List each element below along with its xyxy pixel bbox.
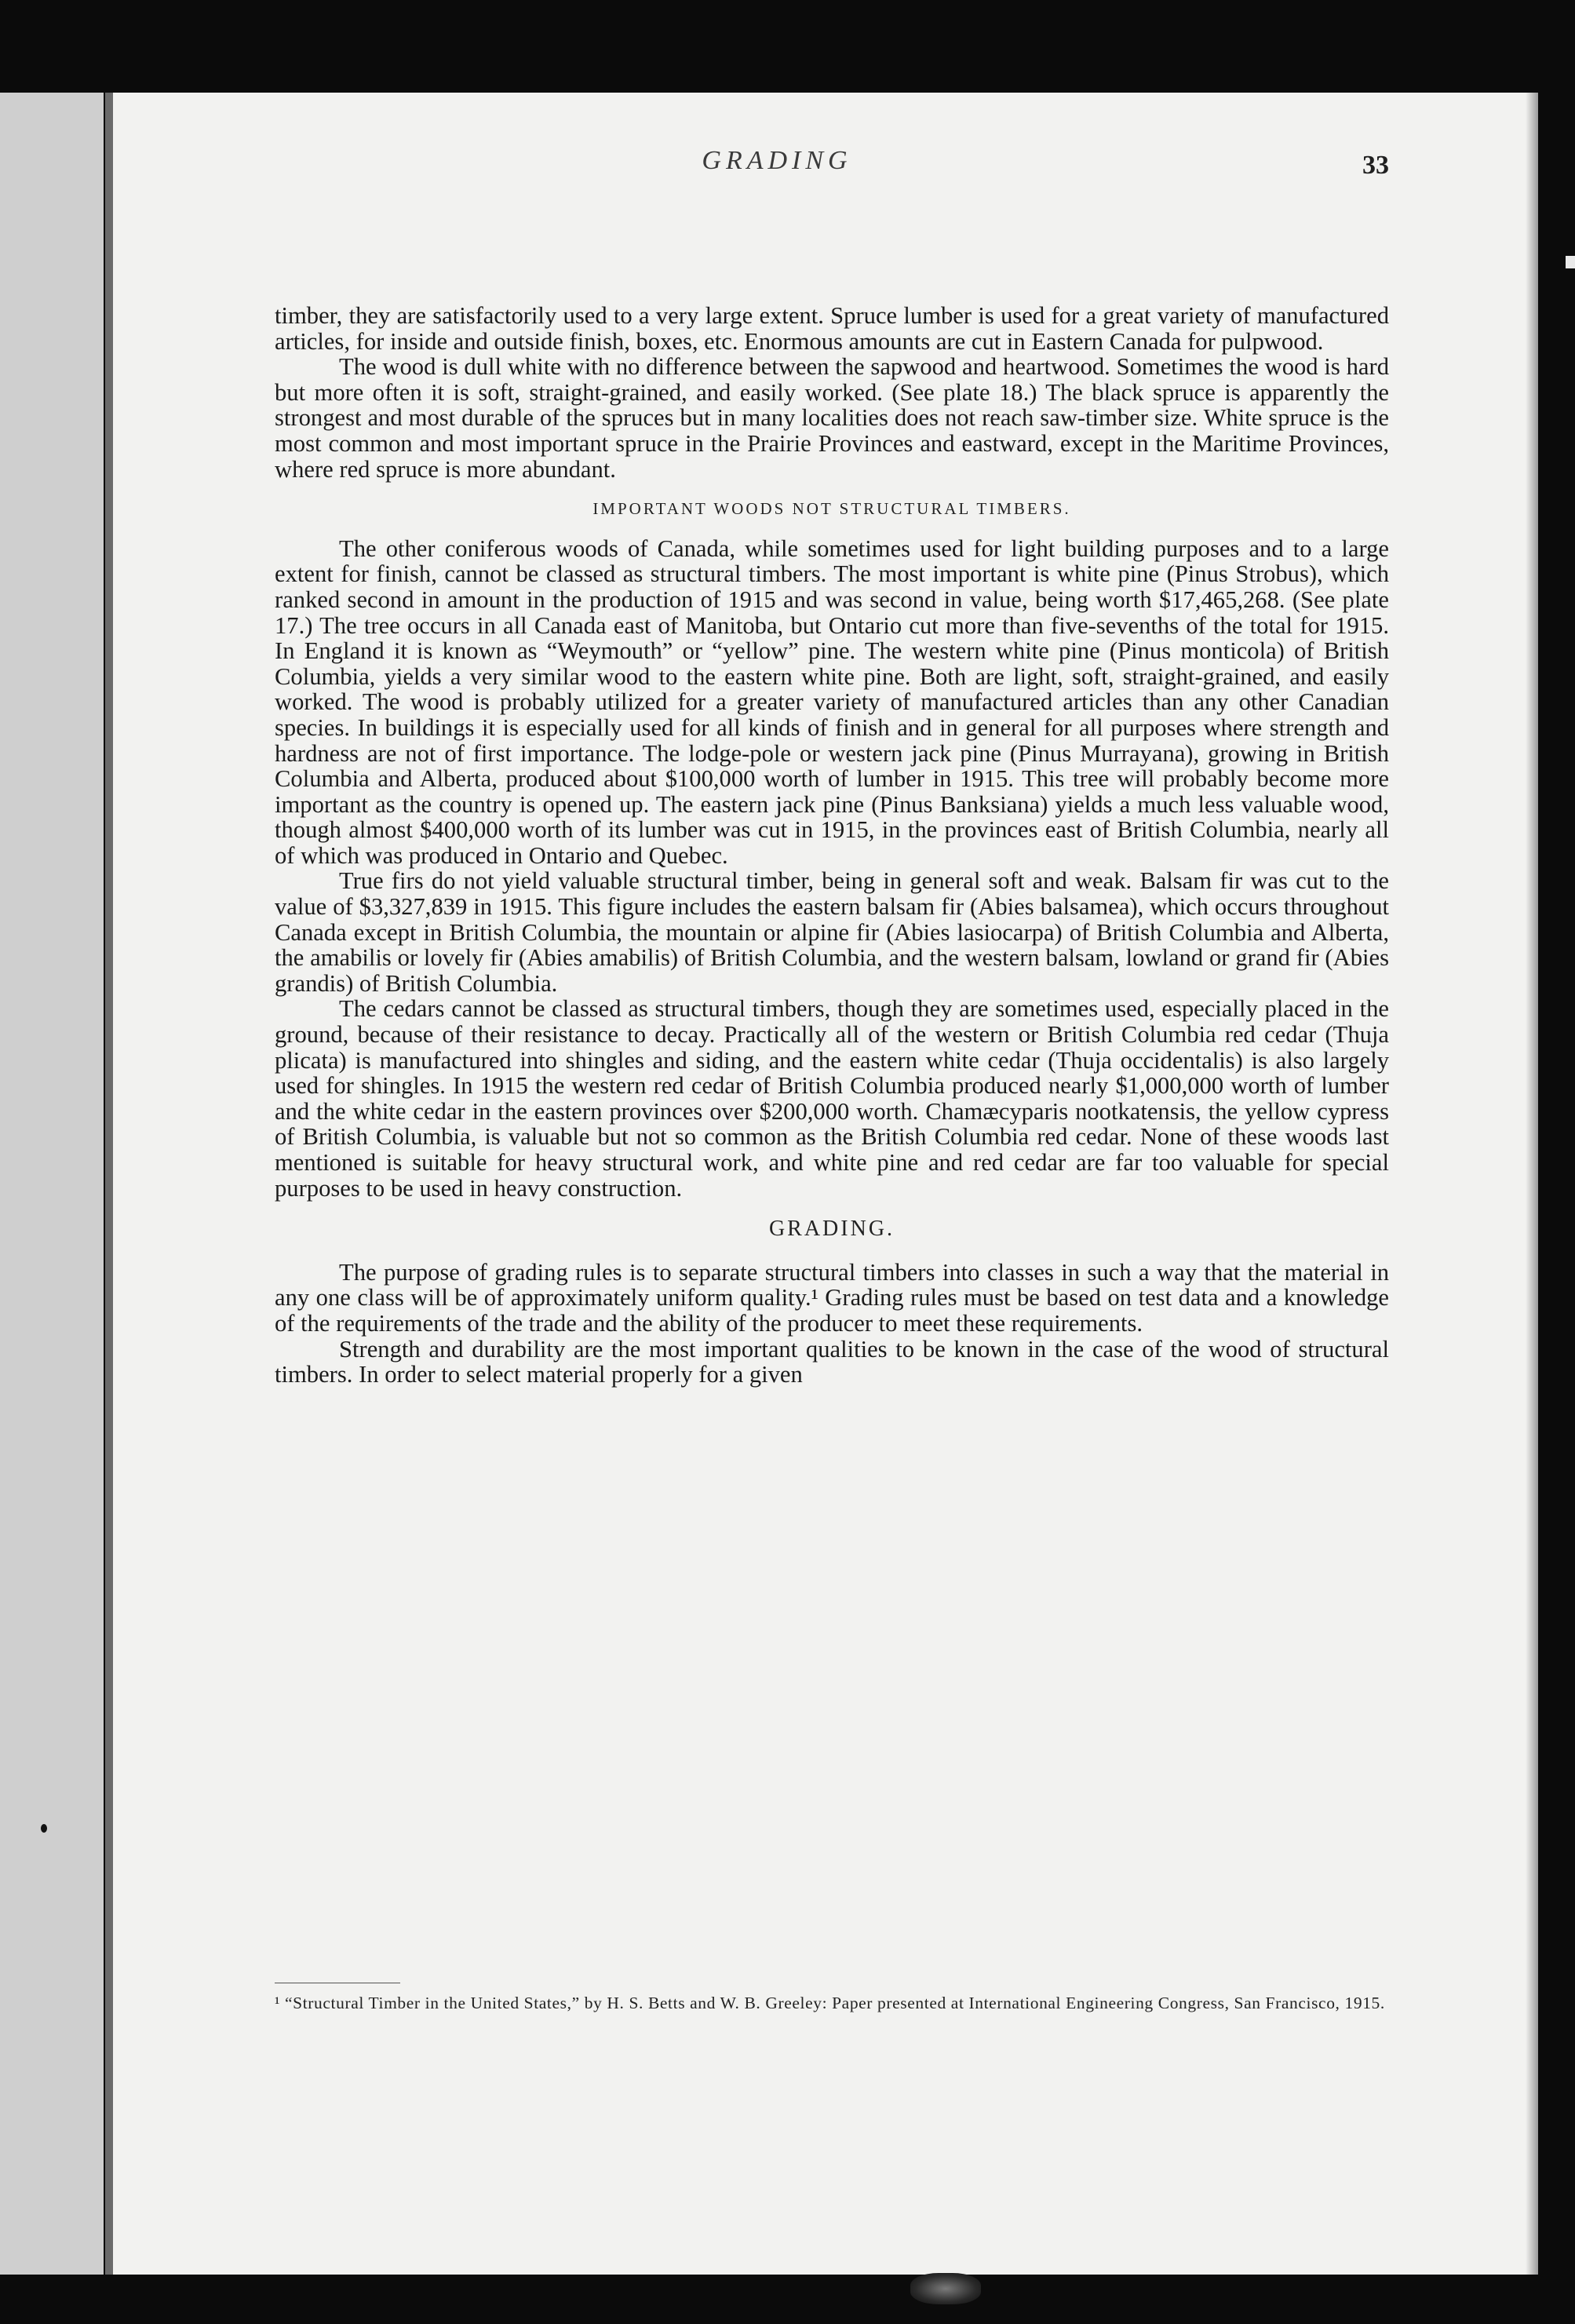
body-text: [275, 303, 1389, 1388]
paragraph-2: The wood is dull white with no difference between the sapwood and heartwood. Sometimes the wood is hard but more often it is soft, straight-grained, and easily worked. (See plate 18.) The black spruce is apparently the strongest and most durable of the spruces but in many localities does not reach saw-timber size. White spruce is the most common and most important spruce in the Prairie Provinces and eastward, except in the Maritime Provinces, where red spruce is more abundant.: [275, 353, 1389, 483]
section-heading-important-woods: IMPORTANT WOODS NOT STRUCTURAL TIMBERS.: [592, 499, 1071, 519]
left-page-edge: [0, 93, 104, 2275]
paragraph-1: timber, they are satisfactorily used to a very large extent. Spruce lumber is used for a great variety of manufactured articles, for inside and outside finish, boxes, etc. Enormous amounts are cut in Eastern Canada for pulpwood.: [275, 302, 1389, 355]
paragraph-7: Strength and durability are the most important qualities to be known in the case of the wood of structural timbers. In order to select material properly for a given: [275, 1335, 1389, 1388]
footnote: ¹ “Structural Timber in the United States,” by H. S. Betts and W. B. Greeley: Paper presented at International Engineering Congress, San Francisco, 1915.: [275, 1994, 1385, 2012]
page-number: 33: [1362, 151, 1389, 180]
edge-notch: [1566, 256, 1575, 268]
binding-gutter: [105, 93, 113, 2275]
paragraph-4: True firs do not yield valuable structural timber, being in general soft and weak. Balsam fir was cut to the value of $3,327,839 in 1915. This figure includes the eastern balsam fir (Abies balsamea), which occurs throughout Canada except in British Columbia, the mountain or alpine fir (Abies lasiocarpa) of British Columbia and Alberta, the amabilis or lovely fir (Abies amabilis) of British Columbia, and the western balsam, lowland or grand fir (Abies grandis) of British Columbia.: [275, 867, 1389, 997]
paragraph-5: The cedars cannot be classed as structural timbers, though they are sometimes used, especially placed in the ground, because of their resistance to decay. Practically all of the western or British Columbia red cedar (Thuja plicata) is manufactured into shingles and siding, and the eastern white cedar (Thuja occidentalis) is also largely used for shingles. In 1915 the western red cedar of British Columbia produced nearly $1,000,000 worth of lumber and the white cedar in the eastern provinces over $200,000 worth. Chamæcyparis nootkatensis, the yellow cypress of British Columbia, is valuable but not so common as the British Columbia red cedar. None of these woods last mentioned is suitable for heavy structural work, and white pine and red cedar are far too valuable for special purposes to be used in heavy construction.: [275, 995, 1389, 1202]
margin-mark: [41, 1824, 47, 1833]
paragraph-3: The other coniferous woods of Canada, while sometimes used for light building purposes and to a large extent for finish, cannot be classed as structural timbers. The most important is white pine (Pinus Strobus), which ranked second in amount in the production of 1915 and was second in value, being worth $17,465,268. (See plate 17.) The tree occurs in all Canada east of Manitoba, but Ontario cut more than five-sevenths of the total for 1915. In England it is known as “Weymouth” or “yellow” pine. The western white pine (Pinus monticola) of British Columbia, yields a very similar wood to the eastern white pine. Both are light, soft, straight-grained, and easily worked. The wood is probably utilized for a greater variety of manufactured articles than any other Canadian species. In buildings it is especially used for all kinds of finish and in general for all purposes where strength and hardness are not of first importance. The lodge-pole or western jack pine (Pinus Murrayana), growing in British Columbia and Alberta, produced about $100,000 worth of lumber in 1915. This tree will probably become more important as the country is opened up. The eastern jack pine (Pinus Banksiana) yields a much less valuable wood, though almost $400,000 worth of its lumber was cut in 1915, in the provinces east of British Columbia, nearly all of which was produced in Ontario and Quebec.: [275, 534, 1389, 869]
running-head: GRADING: [702, 146, 852, 175]
page-edge-shadow: [1526, 93, 1538, 2275]
paragraph-6: The purpose of grading rules is to separate structural timbers into classes in such a way that the material in any one class will be of approximately uniform quality.¹ Grading rules must be based on test data and a knowledge of the requirements of the trade and the ability of the producer to meet these requirements.: [275, 1258, 1389, 1337]
page-header: [165, 146, 1389, 193]
scan-smudge: [910, 2273, 981, 2304]
section-heading-grading: GRADING.: [768, 1217, 895, 1242]
